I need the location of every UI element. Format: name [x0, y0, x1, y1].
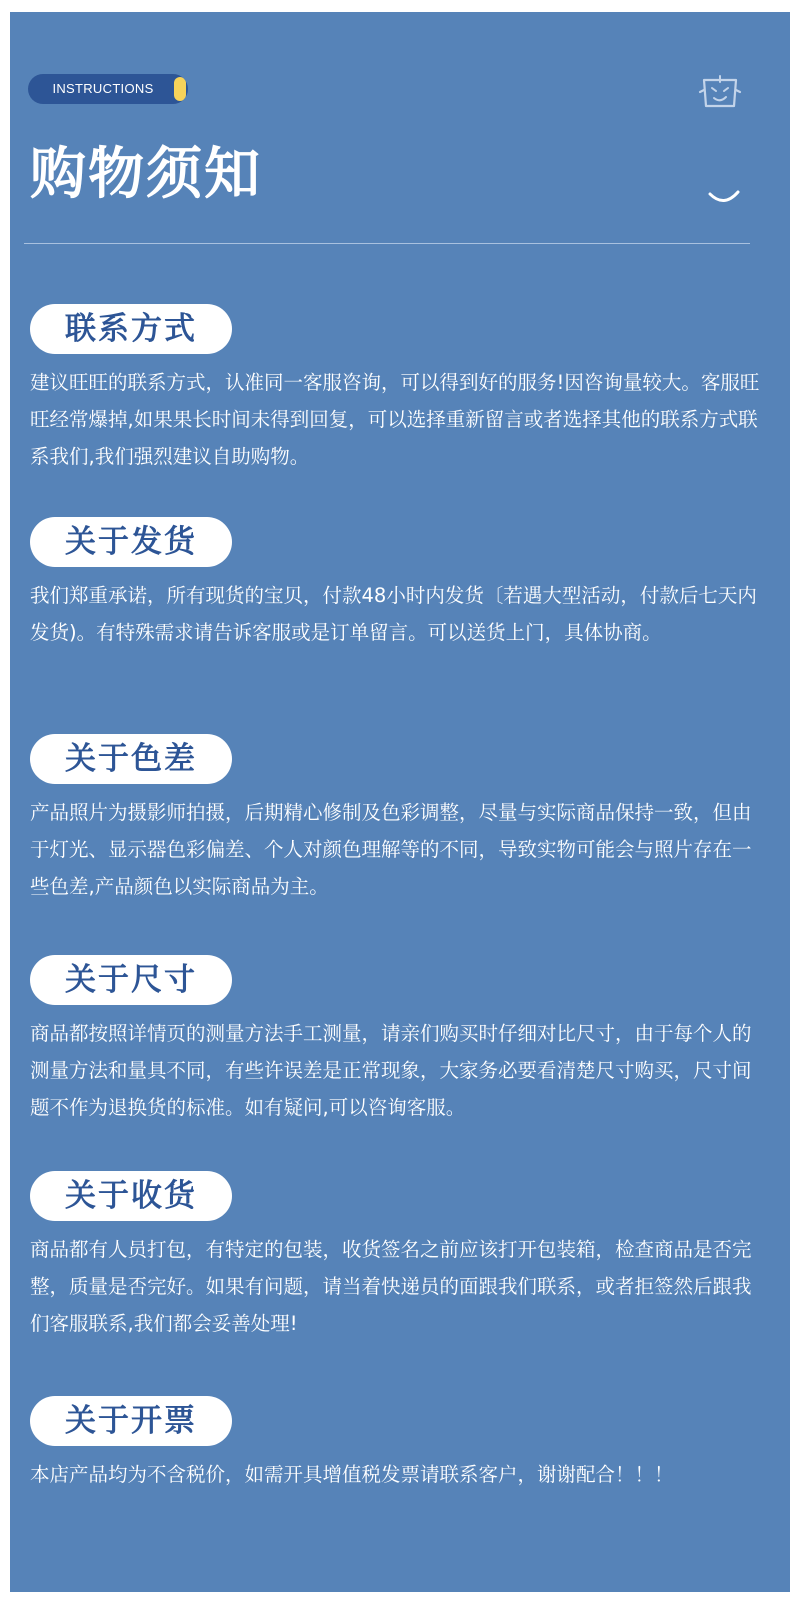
section-body: 商品都有人员打包，有特定的包装，收货签名之前应该打开包装箱，检查商品是否完整，质量是否完好。如果有问题，请当着快递员的面跟我们联系，或者拒签然后跟我们客服联系,我们都会妥善处理!: [30, 1238, 752, 1335]
section-body: 产品照片为摄影师拍摄，后期精心修制及色彩调整，尽量与实际商品保持一致，但由于灯光、显示器色彩偏差、个人对颜色理解等的不同，导致实物可能会与照片存在一些色差,产品颜色以实际商品为主。: [30, 801, 752, 898]
instructions-panel: [10, 12, 790, 1592]
section-heading: 关于收货: [30, 1171, 232, 1221]
section-body: 我们郑重承诺，所有现货的宝贝，付款48小时内发货〔若遇大型活动，付款后七天内发货)。有特殊需求请告诉客服或是订单留言。可以送货上门，具体协商。: [30, 584, 757, 644]
tag-dot-decoration: [174, 77, 186, 101]
section-heading: 关于尺寸: [30, 955, 232, 1005]
section-body: 商品都按照详情页的测量方法手工测量，请亲们购买时仔细对比尺寸，由于每个人的测量方法和量具不同，有些许误差是正常现象，大家务必要看清楚尺寸购买，尺寸间题不作为退换货的标准。如有疑问,可以咨询客服。: [30, 1022, 752, 1119]
section-heading: 关于开票: [30, 1396, 232, 1446]
section-heading: 联系方式: [30, 304, 232, 354]
section-body: 建议旺旺的联系方式，认准同一客服咨询，可以得到好的服务!因咨询量较大。客服旺旺经常爆掉,如果果长时间未得到回复，可以选择重新留言或者选择其他的联系方式联系我们,我们强烈建议自助购物。: [30, 371, 760, 468]
face-stamp-icon: [698, 72, 742, 112]
instructions-tag-label: INSTRUCTIONS: [52, 81, 154, 96]
section-heading: 关于发货: [30, 517, 232, 567]
instructions-tag: [28, 74, 188, 104]
section-body: 本店产品均为不含税价，如需开具增值税发票请联系客户，谢谢配合！！！: [30, 1463, 674, 1486]
title-divider: [24, 243, 750, 244]
smile-icon: [708, 186, 740, 206]
page-title: 购物须知: [30, 142, 262, 207]
section-heading: 关于色差: [30, 734, 232, 784]
